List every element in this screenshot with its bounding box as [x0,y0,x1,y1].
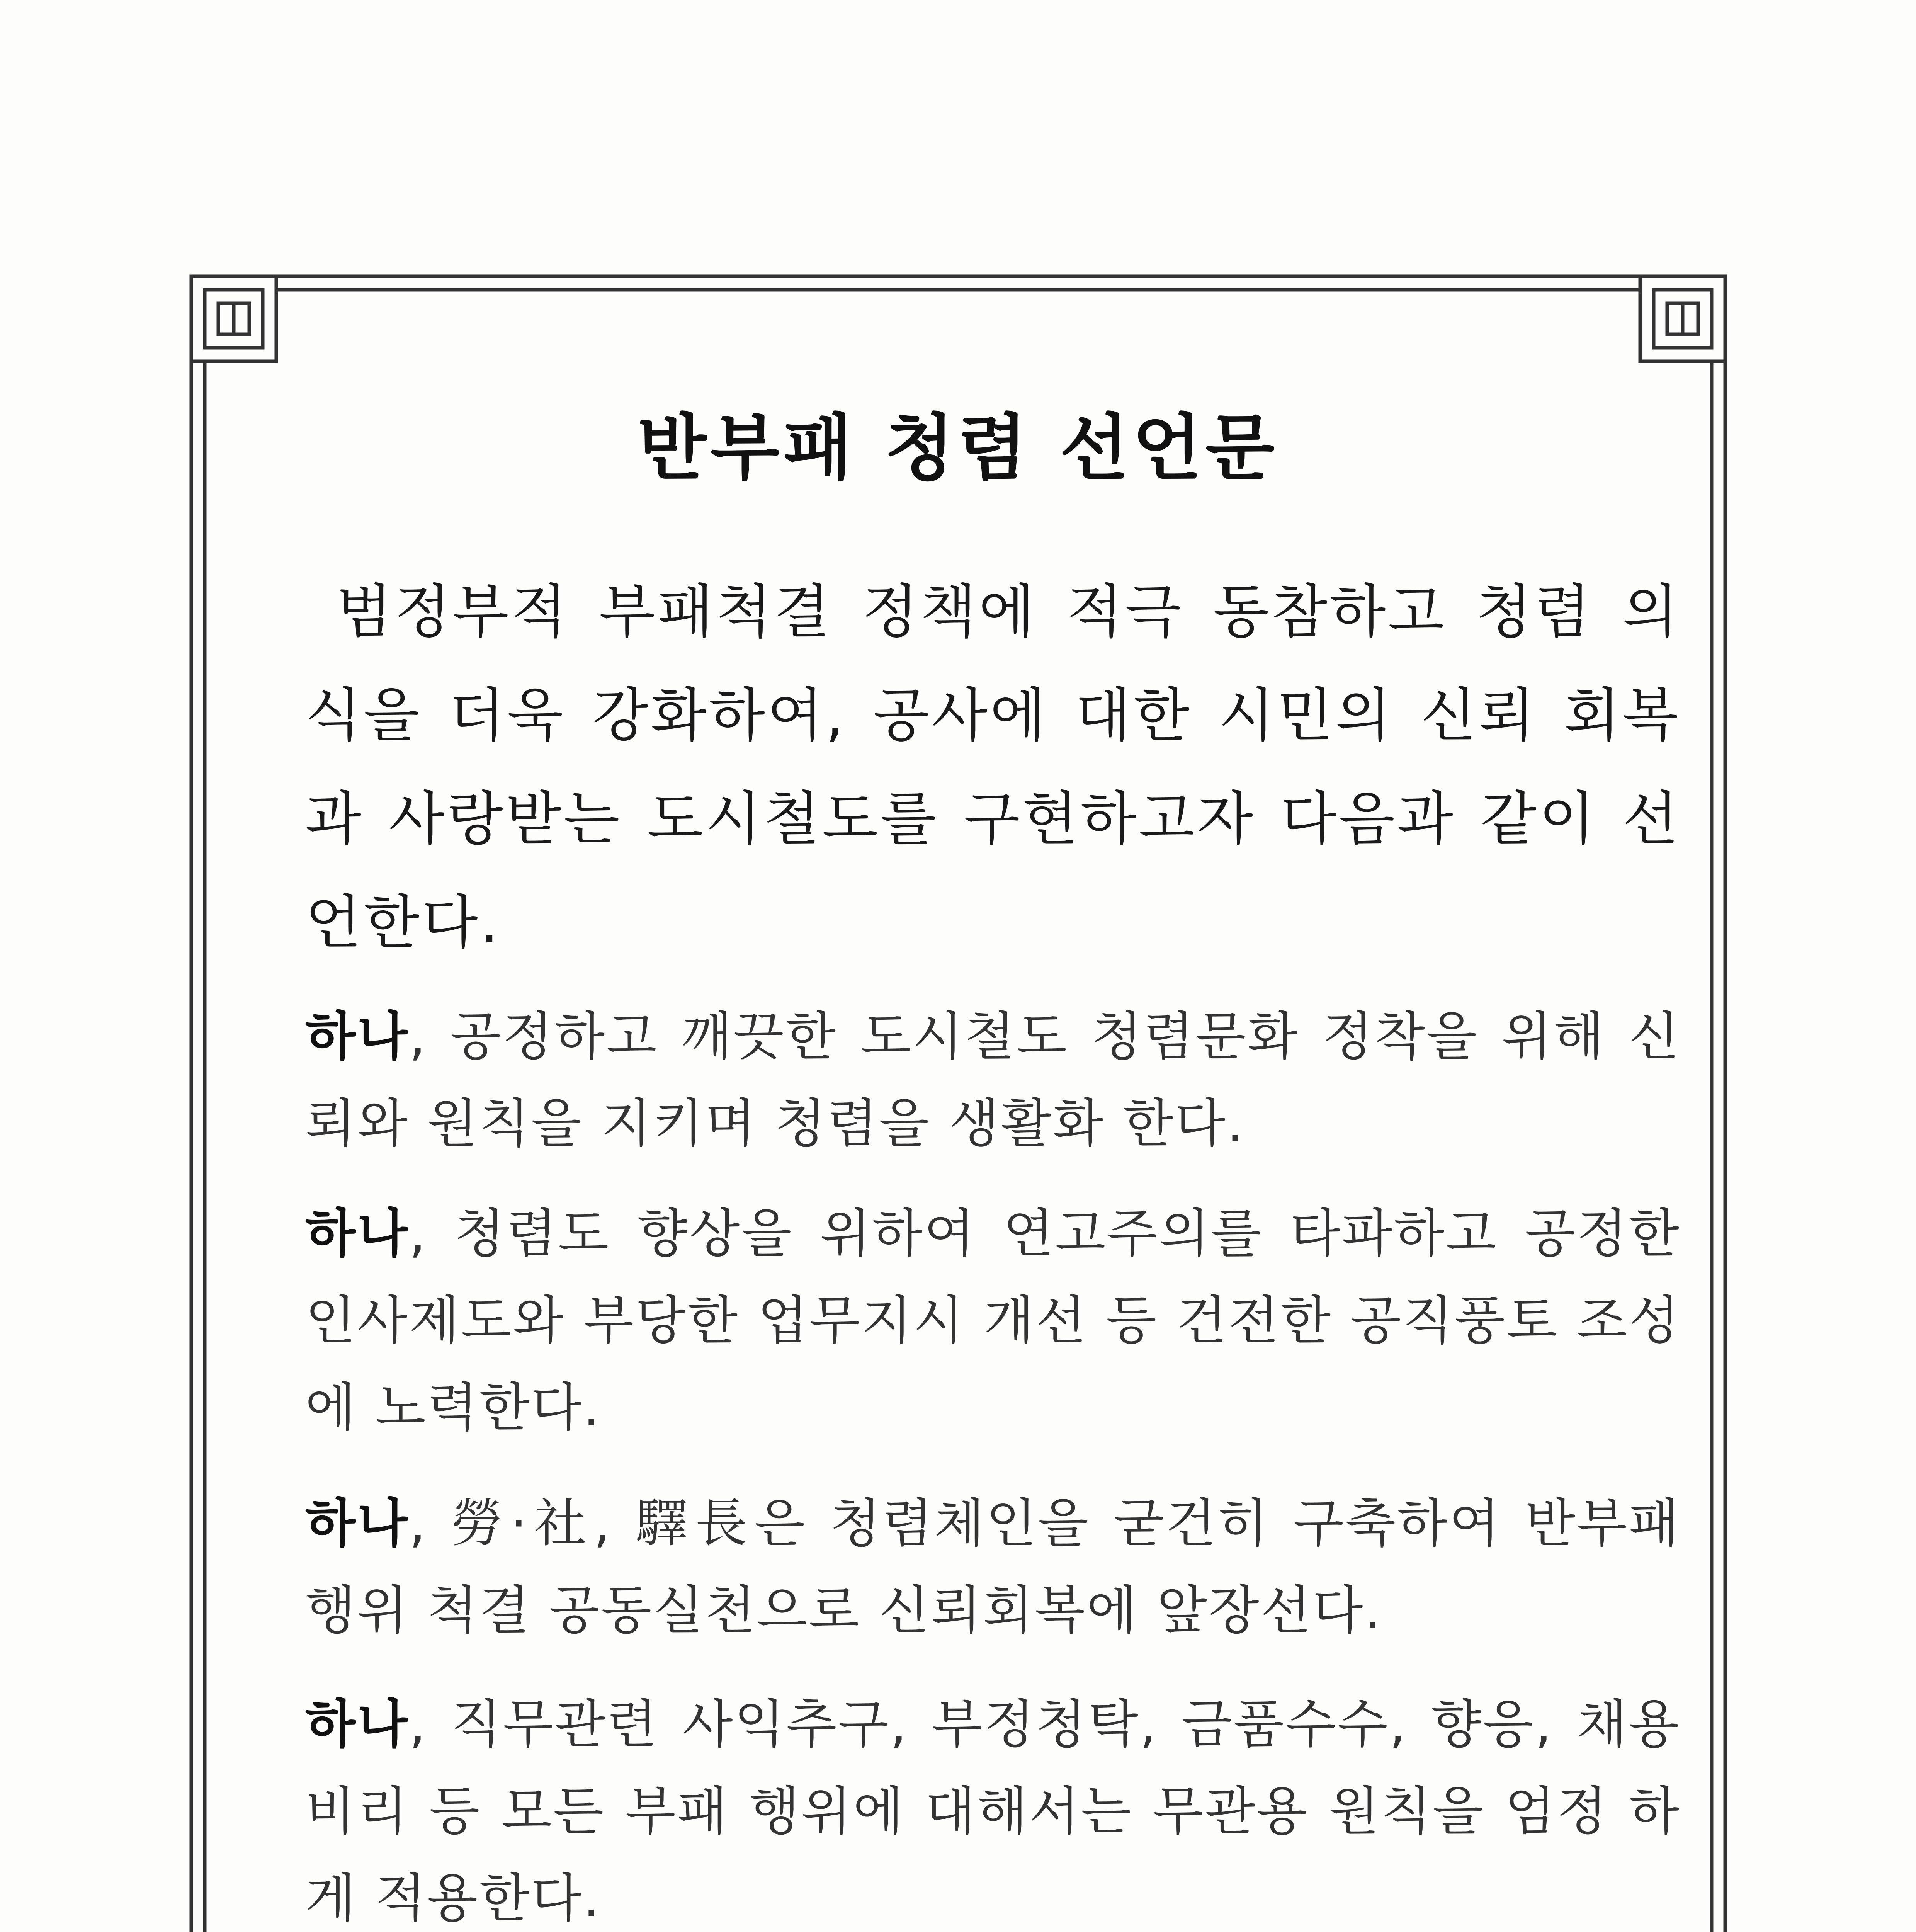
pledge-item [305,993,1681,1167]
pledge-lead: 하나 [305,1203,409,1264]
pledge-text: , 공정하고 깨끗한 도시철도 청렴문화 정착을 위해 신뢰와 원칙을 지키며 청렴을 생활화 한다. [305,1006,1681,1154]
pledge-text: , 청렴도 향상을 위하여 연고주의를 타파하고 공정한 인사제도와 부당한 업무지시 개선 등 건전한 공직풍토 조성에 노력한다. [305,1203,1681,1438]
pledge-text: , 직무관련 사익추구, 부정청탁, 금품수수, 향응, 채용 비리 등 모든 부패 행위에 대해서는 무관용 원칙을 엄정 하게 적용한다. [305,1694,1681,1929]
pledge-item [305,1190,1681,1451]
document-title: 반부패 청렴 선언문 [638,406,1278,490]
pledge-lead: 하나 [305,1694,409,1755]
pledge-lead: 하나 [305,1493,409,1554]
pledge-text: , 勞·社, 驛長은 청렴체인을 굳건히 구축하여 반부패 행위 척결 공동실천으로 신뢰회복에 앞장선다. [305,1493,1681,1641]
pledge-item [305,1681,1681,1932]
pledge-lead: 하나 [305,1006,409,1067]
pledge-item [305,1480,1681,1654]
intro-paragraph: 범정부적 부패척결 정책에 적극 동참하고 청렴 의식을 더욱 강화하여, 공사에 대한 시민의 신뢰 회복과 사랑받는 도시철도를 구현하고자 다음과 같이 선언한다. [305,578,1681,956]
